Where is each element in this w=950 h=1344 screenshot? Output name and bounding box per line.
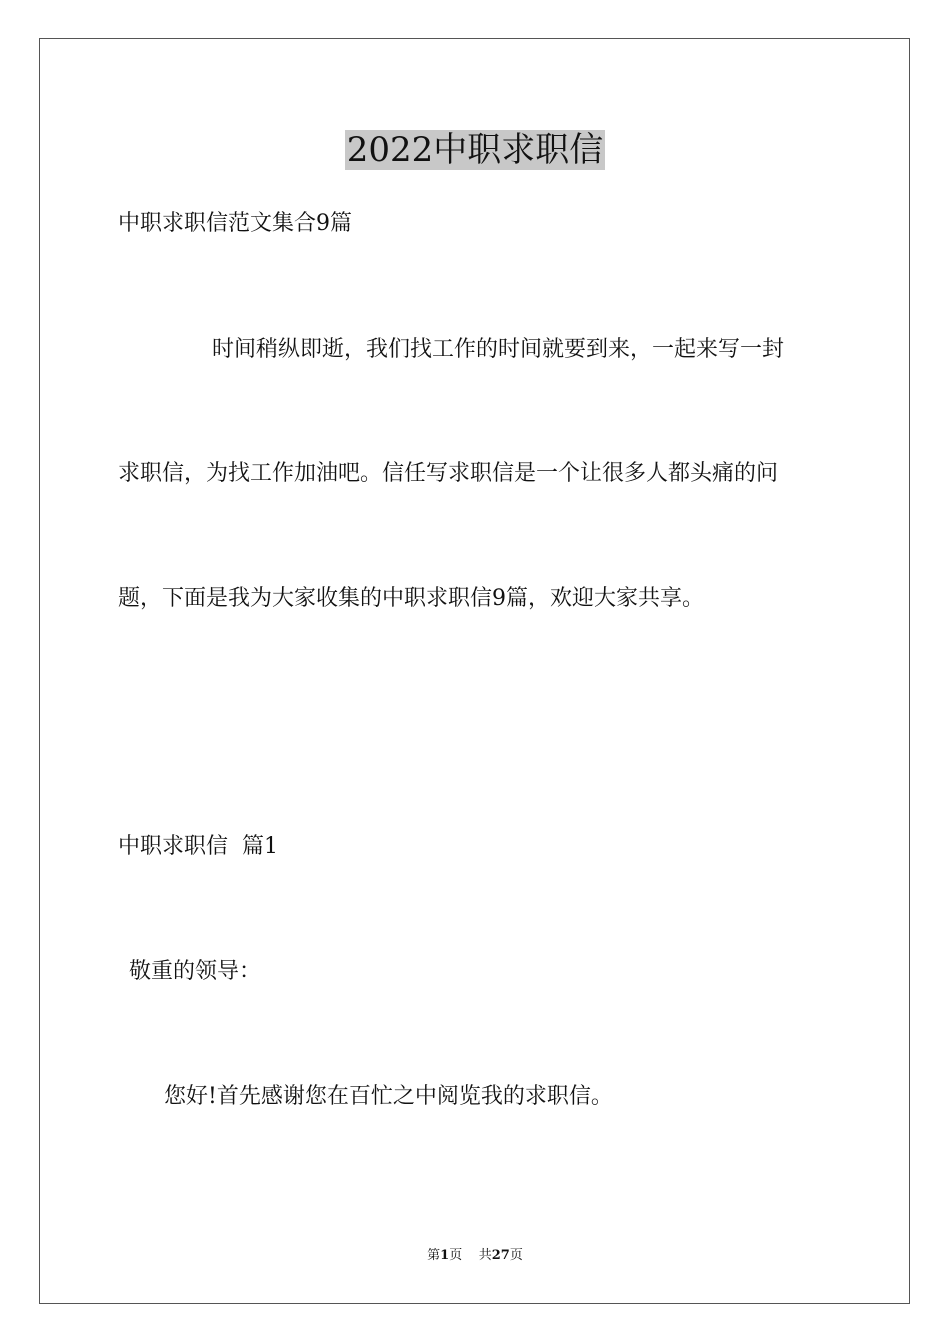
footer-page-prefix: 第: [427, 1248, 441, 1263]
intro-line-3: 题，下面是我为大家收集的中职求职信9篇，欢迎大家共享。: [118, 586, 704, 611]
intro-line-2: 求职信，为找工作加油吧。信任写求职信是一个让很多人都头痛的问: [118, 461, 779, 486]
document-title: 2022中职求职信: [346, 130, 604, 170]
document-title-container: [0, 126, 950, 174]
salutation: 敬重的领导：: [129, 959, 262, 984]
section-heading: 中职求职信 篇1: [118, 834, 278, 859]
greeting: 您好!首先感谢您在百忙之中阅览我的求职信。: [164, 1084, 613, 1109]
footer-page-suffix: 页: [449, 1248, 463, 1263]
footer-total-prefix: 共: [478, 1248, 492, 1263]
footer-page-number: 1: [440, 1248, 450, 1263]
footer-total-suffix: 页: [509, 1248, 523, 1263]
intro-line-1: 时间稍纵即逝，我们找工作的时间就要到来，一起来写一封: [212, 337, 785, 362]
document-subtitle: 中职求职信范文集合9篇: [118, 211, 352, 236]
footer-total-pages: 27: [491, 1248, 510, 1263]
page-footer: [0, 1247, 950, 1265]
